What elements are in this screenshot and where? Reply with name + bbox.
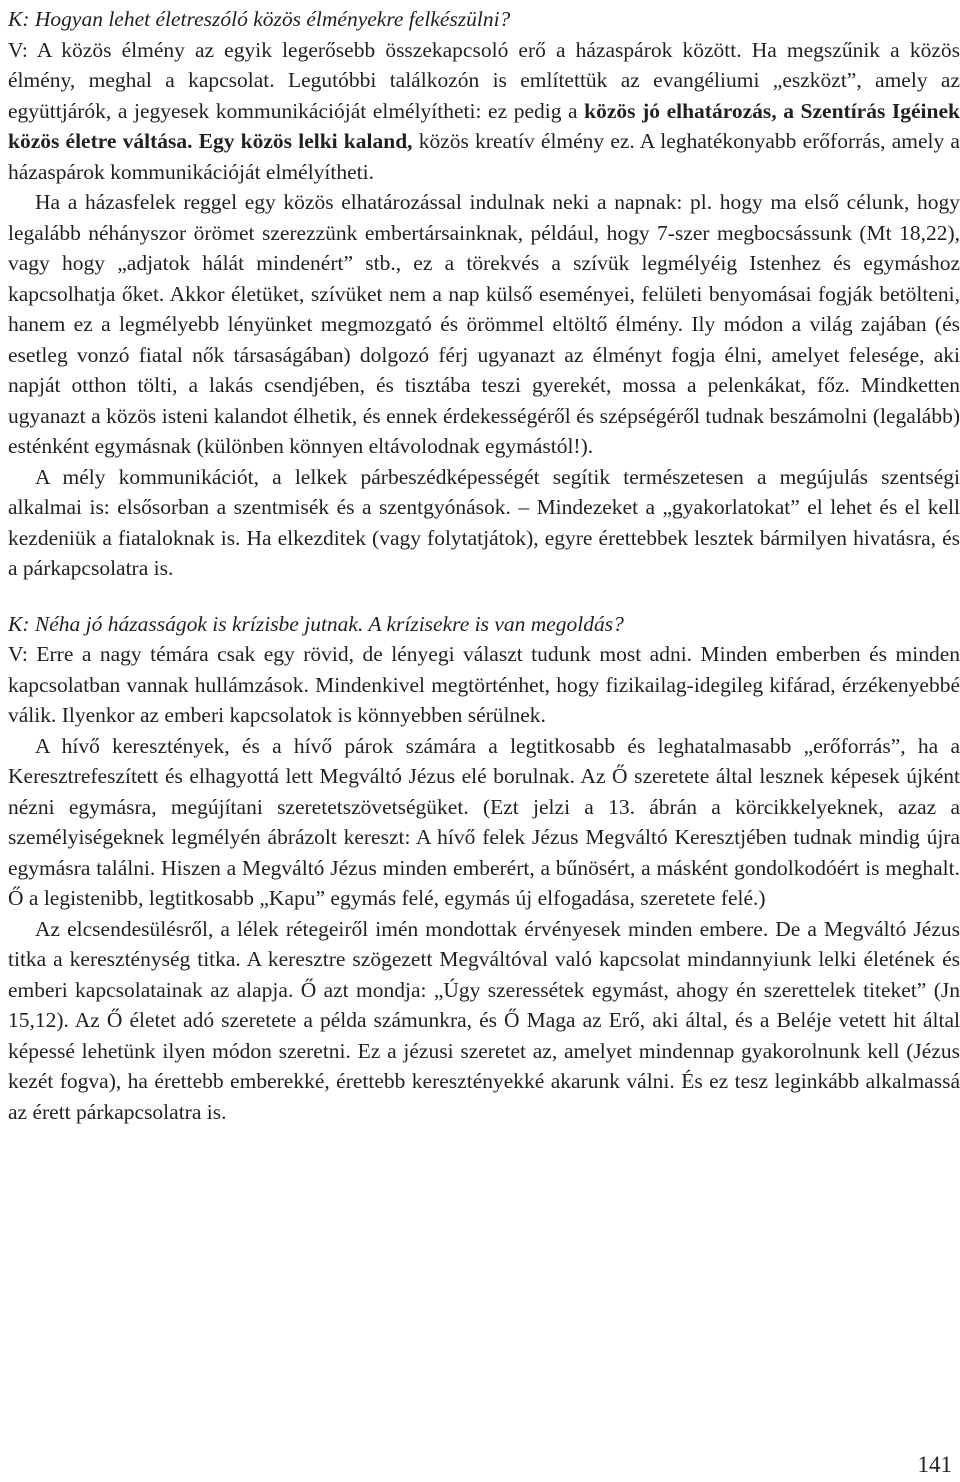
answer-1-text-c: közös kreatív élmény ez. A leghatékonyabb erőforrás, amely a házaspárok kommunikációját elmélyítheti. xyxy=(8,129,960,184)
paragraph-2-3: Az elcsendesülésről, a lélek rétegeiről imén mondottak érvényesek minden embere. De a Megváltó Jézus titka a kereszténység titka. A keresztre szögezett Megváltóval való kapcsolat mindannyiunk lelki életének és emberi kapcsolatainak az alapja. Ő azt mondja: „Úgy szeressétek egymást, ahogy én szerettelek titeket” (Jn 15,12). Az Ő életet adó szeretete a példa számunkra, és Ő Maga az Erő, aki által, és a Beléje vetett hit által képessé lehetünk ilyen módon szeretni. Ez a jézusi szeretet az, amelyet mindennap gyakorolnunk kell (Jézus kezét fogva), ha érettebb emberekké, érettebb keresztényekké akarunk válni. És ez tesz leginkább alkalmassá az érett párkapcsolatra is. xyxy=(8,916,960,1124)
paragraph-1-2: Ha a házasfelek reggel egy közös elhatározással indulnak neki a napnak: pl. hogy ma első célunk, hogy legalább néhányszor örömet szerezzünk embertársainknak, például, hogy 7-szer megbocsássunk (Mt 18,22), vagy hogy „adjatok hálát mindenért” stb., ez a törekvés a szívük legmélyéig Istenhez és egymáshoz kapcsolhatja őket. Akkor életüket, szívüket nem a nap külső eseményei, felületi benyomásai fogják betölteni, hanem ez a legmélyebb lényünket megmozgató és örömmel eltöltő élmény. Ily módon a világ zajában (és esetleg vonzó fiatal nők társaságában) dolgozó férj ugyanazt az élményt fogja élni, amelyet felesége, aki napját otthon tölti, a lakás csendjében, és tisztába teszi gyerekét, mossa a pelenkákat, főz. Mindketten ugyanazt a közös isteni kalandot élhetik, és ennek érdekességéről és szépségéről tudnak beszámolni (legalább) esténként egymásnak (különben könnyen eltávolodnak egymástól!). xyxy=(8,190,960,458)
answer-1-text-a: V: A közös élmény az egyik legerősebb összekapcsoló erő a házaspárok között. Ha megszűnik a közös élmény, meghal a kapcsolat. Legutóbbi találkozón is említettük az evangéliumi „eszközt”, amely az együttjárók, a jegyesek kommunikációját elmélyítheti: ez pedig a xyxy=(8,37,960,123)
section-gap xyxy=(8,584,960,609)
page-number: 141 xyxy=(917,1452,952,1477)
answer-2: V: Erre a nagy témára csak egy rövid, de lényegi választ tudunk most adni. Minden emberben és minden kapcsolatban vannak hullámzások. Mindenkivel megtörténhet, hogy fizikailag-idegileg kifárad, érzékenyebbé válik. Ilyenkor az emberi kapcsolatok is könnyebben sérülnek. xyxy=(8,642,960,727)
answer-1 xyxy=(8,35,960,188)
paragraph-1-3: A mély kommunikációt, a lelkek párbeszédképességét segítik természetesen a megújulás szentségi alkalmai is: elsősorban a szentmisék és a szentgyónások. – Mindezeket a „gyakorlatokat” el lehet és el kell kezdeniük a fiataloknak is. Ha elkezditek (vagy folytatjátok), egyre érettebbek lesztek bármilyen hivatásra, és a párkapcsolatra is. xyxy=(8,464,960,580)
question-1: K: Hogyan lehet életreszóló közös élményekre felkészülni? xyxy=(8,7,511,31)
question-2: K: Néha jó házasságok is krízisbe jutnak. A krízisekre is van megoldás? xyxy=(8,611,624,636)
paragraph-2-2: A hívő keresztények, és a hívő párok számára a legtitkosabb és leghatalmasabb „erőforrás”, ha a Keresztrefeszített és elhagyottá lett Megváltó Jézus elé borulnak. Az Ő szeretete által lesznek képesek újként nézni egymásra, megújítani szeretetszövetségüket. (Ezt jelzi a 13. ábrán a körcikkelyeknek, azaz a személyiségeknek legmélyén ábrázolt kereszt: A hívő felek Jézus Megváltó Keresztjében tudnak mindig újra egymásra találni. Hiszen a Megváltó Jézus minden emberért, a bűnösért, a másként gondolkodóért is meghalt. Ő a legistenibb, legtitkosabb „Kapu” egymás felé, egymás új elfogadása, szeretete felé.) xyxy=(8,733,960,910)
document-page xyxy=(8,4,960,1127)
answer-1-bold: közös jó elhatározás, a Szentírás Igéinek közös életre váltása. Egy közös lelki kaland, xyxy=(8,98,960,153)
